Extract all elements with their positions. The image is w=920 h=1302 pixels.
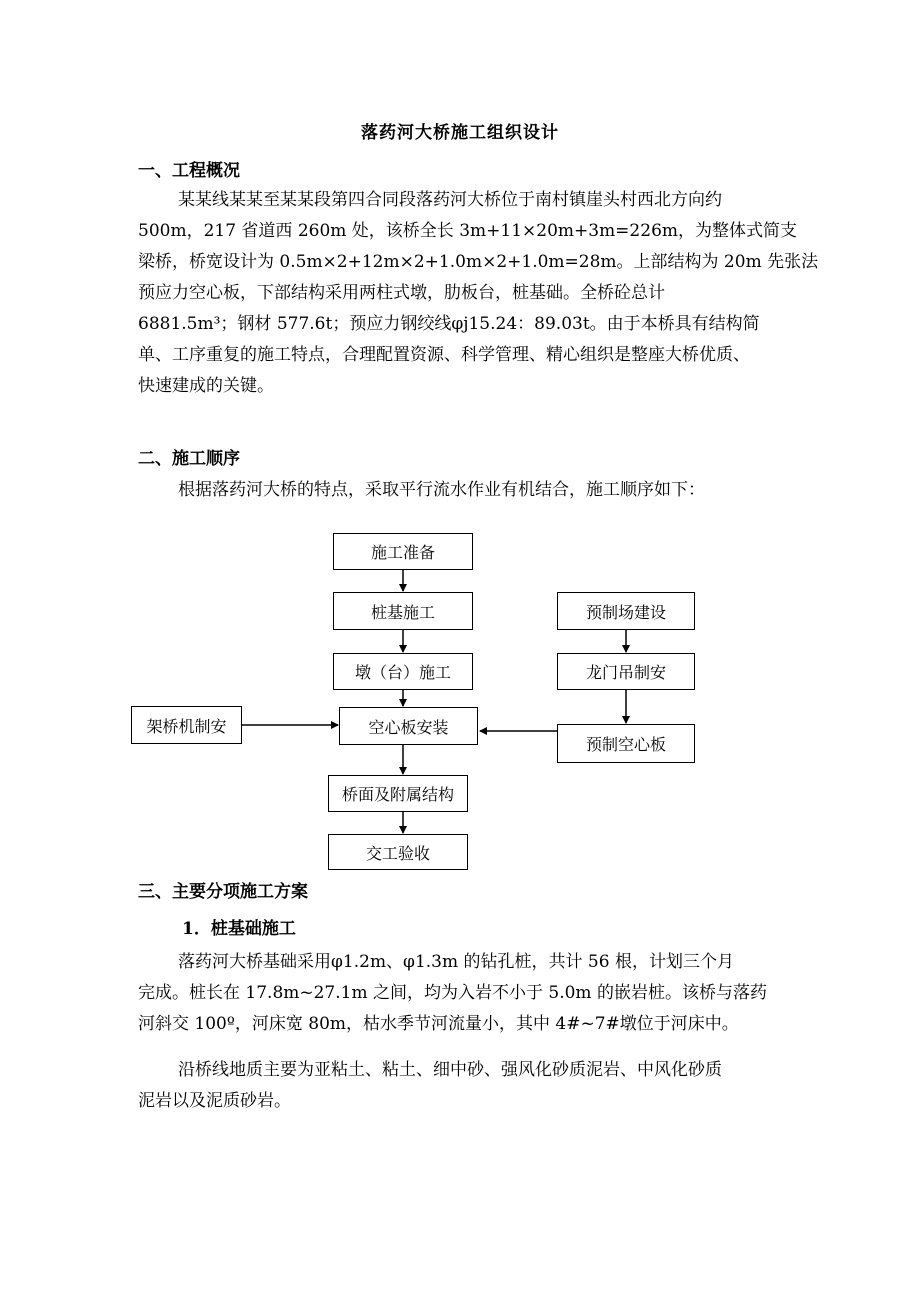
section-1-heading: 一、工程概况	[138, 161, 240, 181]
flow-box-install: 空心板安装	[339, 707, 478, 745]
section-2-heading: 二、施工顺序	[138, 449, 240, 469]
flow-box-yard: 预制场建设	[557, 592, 695, 630]
flow-box-precast: 预制空心板	[557, 724, 695, 763]
document-title: 落药河大桥施工组织设计	[361, 123, 559, 143]
paragraph-line: 河斜交 100º，河床宽 80m，枯水季节河流量小，其中 4#~7#墩位于河床中。	[138, 1014, 739, 1034]
flow-box-pier: 墩（台）施工	[333, 653, 473, 690]
paragraph-line: 根据落药河大桥的特点，采取平行流水作业有机结合，施工顺序如下：	[178, 480, 705, 500]
section-3-heading: 三、主要分项施工方案	[138, 882, 308, 902]
subsection-1-paragraph-2	[138, 1055, 788, 1117]
paragraph-line: 预应力空心板，下部结构采用两柱式墩，肋板台，桩基础。全桥砼总计	[138, 283, 665, 303]
flow-box-erector: 架桥机制安	[131, 706, 242, 744]
flow-box-crane: 龙门吊制安	[557, 653, 695, 690]
flow-box-prep: 施工准备	[333, 533, 473, 570]
subsection-1-paragraph-1	[138, 947, 788, 1040]
flow-box-pile: 桩基施工	[333, 592, 473, 630]
paragraph-line: 快速建成的关键。	[138, 376, 274, 396]
paragraph-line: 单、工序重复的施工特点，合理配置资源、科学管理、精心组织是整座大桥优质、	[138, 345, 750, 365]
paragraph-line: 落药河大桥基础采用φ1.2m、φ1.3m 的钻孔桩，共计 56 根，计划三个月	[178, 952, 734, 972]
paragraph-line: 某某线某某至某某段第四合同段落药河大桥位于南村镇崖头村西北方向约	[178, 190, 722, 210]
flow-box-accept: 交工验收	[328, 834, 468, 870]
flow-box-deck: 桥面及附属结构	[328, 775, 468, 812]
paragraph-line: 泥岩以及泥质砂岩。	[138, 1091, 291, 1111]
paragraph-line: 500m，217 省道西 260m 处，该桥全长 3m+11×20m+3m=226m，为整体式简支	[138, 221, 797, 241]
subsection-1-heading: 1．桩基础施工	[182, 919, 296, 939]
paragraph-line: 6881.5m³；钢材 577.6t；预应力钢绞线φj15.24：89.03t。由于本桥具有结构简	[138, 314, 760, 334]
paragraph-line: 完成。桩长在 17.8m~27.1m 之间，均为入岩不小于 5.0m 的嵌岩桩。该桥与落药	[138, 983, 767, 1003]
paragraph-line: 沿桥线地质主要为亚粘土、粘土、细中砂、强风化砂质泥岩、中风化砂质	[178, 1060, 722, 1080]
paragraph-line: 梁桥，桥宽设计为 0.5m×2+12m×2+1.0m×2+1.0m=28m。上部结构为 20m 先张法	[138, 252, 819, 272]
